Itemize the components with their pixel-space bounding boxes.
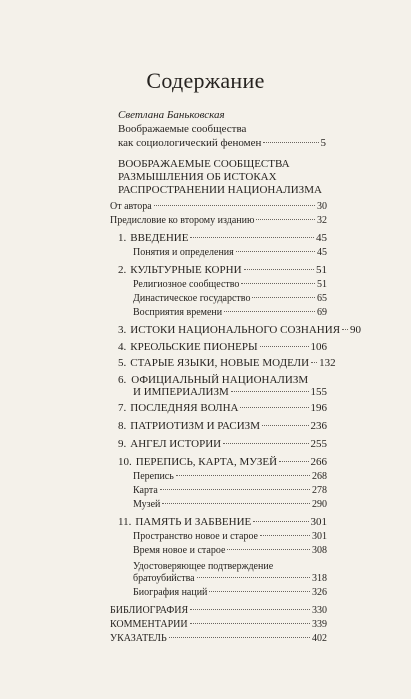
toc-entry-page: 132 [319, 357, 336, 369]
toc-entry-label: ВВЕДЕНИЕ [130, 232, 189, 244]
toc-entry [110, 604, 327, 617]
toc-entry [118, 402, 327, 415]
toc-entry [110, 214, 327, 227]
leader-dots [169, 637, 310, 638]
intro-entry [118, 137, 326, 150]
chapter-number: 3. [118, 324, 127, 336]
toc-entry [133, 530, 327, 543]
leader-dots [253, 521, 308, 522]
toc-entry-page: 155 [310, 386, 327, 398]
toc-entry-page: 51 [317, 279, 327, 290]
leader-dots [260, 346, 309, 347]
toc-entry-label: От автора [110, 201, 152, 212]
toc-entry-label: Карта [133, 485, 158, 496]
toc-entry-page: 301 [310, 516, 327, 528]
toc-entry [133, 246, 327, 259]
toc-entry-label: КРЕОЛЬСКИЕ ПИОНЕРЫ [130, 341, 258, 353]
intro-author: Светлана Баньковская [118, 109, 225, 121]
chapter-number: 4. [118, 341, 127, 353]
main-title-line-3: РАСПРОСТРАНЕНИИ НАЦИОНАЛИЗМА [118, 184, 322, 196]
toc-entry [118, 232, 327, 245]
toc-entry-label: братоубийства [133, 573, 195, 584]
leader-dots [260, 535, 310, 536]
toc-entry-page: 290 [312, 499, 327, 510]
leader-dots [176, 475, 310, 476]
main-title-line-1: ВООБРАЖАЕМЫЕ СООБЩЕСТВА [118, 158, 290, 170]
chapter-number: 10. [118, 456, 132, 468]
toc-entry-label: Время новое и старое [133, 545, 226, 556]
chapter-number: 5. [118, 357, 127, 369]
toc-entry-label: ОФИЦИАЛЬНЫЙ НАЦИОНАЛИЗМ [131, 374, 309, 386]
toc-entry [118, 456, 327, 469]
toc-entry-label: Восприятия времени [133, 307, 223, 318]
toc-entry [118, 516, 327, 529]
leader-dots [279, 461, 308, 462]
toc-entry-label: Перепись [133, 471, 174, 482]
toc-entry-page: 278 [312, 485, 327, 496]
toc-entry-page: 326 [312, 587, 327, 598]
toc-entry-page: 268 [312, 471, 327, 482]
toc-entry [118, 264, 327, 277]
toc-entry-label: Понятия и определения [133, 247, 234, 258]
toc-entry-page: 51 [316, 264, 327, 276]
leader-dots [252, 297, 315, 298]
toc-entry-label: Религиозное сообщество [133, 279, 240, 290]
toc-entry-label: УКАЗАТЕЛЬ [110, 633, 167, 644]
toc-entry [118, 357, 336, 370]
toc-entry-label: Музей [133, 499, 161, 510]
leader-dots [256, 219, 315, 220]
leader-dots [263, 142, 318, 143]
toc-entry-page: 255 [310, 438, 327, 450]
leader-dots [241, 283, 315, 284]
toc-entry [118, 341, 327, 354]
toc-entry [133, 278, 327, 291]
toc-entry-page: 30 [317, 201, 327, 212]
chapter-number: 6. [118, 374, 127, 386]
toc-entry [133, 586, 327, 599]
leader-dots [227, 549, 310, 550]
toc-entry-page: 402 [312, 633, 327, 644]
toc-entry-page: 196 [310, 402, 327, 414]
toc-entry-page: 106 [310, 341, 327, 353]
toc-entry [133, 306, 327, 319]
toc-entry-label: Удостоверяющее подтверждение [133, 561, 274, 572]
toc-entry-label: Биография наций [133, 587, 208, 598]
toc-entry-page: 330 [312, 605, 327, 616]
toc-entry-label: Пространство новое и старое [133, 531, 258, 542]
main-title-line-2: РАЗМЫШЛЕНИЯ ОБ ИСТОКАХ [118, 171, 277, 183]
toc-entry-label: КОММЕНТАРИИ [110, 619, 188, 630]
leader-dots [209, 591, 310, 592]
toc-entry [133, 470, 327, 483]
chapter-number: 9. [118, 438, 127, 450]
toc-entry [118, 386, 327, 399]
toc-entry-page: 45 [316, 232, 327, 244]
toc-entry-label: КУЛЬТУРНЫЕ КОРНИ [130, 264, 242, 276]
leader-dots [190, 237, 314, 238]
leader-dots [262, 425, 309, 426]
chapter-number: 7. [118, 402, 127, 414]
leader-dots [154, 205, 315, 206]
leader-dots [162, 503, 310, 504]
toc-entry-label: ИСТОКИ НАЦИОНАЛЬНОГО СОЗНАНИЯ [130, 324, 341, 336]
leader-dots [240, 407, 308, 408]
toc-entry-page: 65 [317, 293, 327, 304]
leader-dots [311, 362, 317, 363]
toc-entry [133, 572, 327, 585]
toc-entry-page: 318 [312, 573, 327, 584]
leader-dots [236, 251, 315, 252]
toc-entry-page: 32 [317, 215, 327, 226]
toc-entry-label: СТАРЫЕ ЯЗЫКИ, НОВЫЕ МОДЕЛИ [130, 357, 310, 369]
toc-entry-page: 301 [312, 531, 327, 542]
leader-dots [197, 577, 310, 578]
toc-entry [118, 420, 327, 433]
toc-entry-page: 45 [317, 247, 327, 258]
toc-entry [110, 632, 327, 645]
leader-dots [231, 391, 309, 392]
toc-entry [133, 292, 327, 305]
page-title: Содержание [146, 68, 265, 93]
toc-entry [110, 618, 327, 631]
toc-entry [110, 200, 327, 213]
leader-dots [342, 329, 348, 330]
intro-line-2: как социологический феномен [118, 137, 262, 149]
toc-entry-label: Предисловие ко второму изданию [110, 215, 255, 226]
toc-entry-label: ПЕРЕПИСЬ, КАРТА, МУЗЕЙ [135, 456, 278, 468]
leader-dots [244, 269, 314, 270]
toc-entry [133, 498, 327, 511]
toc-entry-label: ПАТРИОТИЗМ И РАСИЗМ [130, 420, 260, 432]
chapter-number: 1. [118, 232, 127, 244]
toc-entry [118, 324, 362, 337]
toc-entry [133, 484, 327, 497]
intro-line-1: Воображаемые сообщества [118, 123, 247, 135]
toc-entry-label: БИБЛИОГРАФИЯ [110, 605, 189, 616]
toc-entry-page: 266 [310, 456, 327, 468]
toc-entry-page: 339 [312, 619, 327, 630]
toc-entry-label: ПАМЯТЬ И ЗАБВЕНИЕ [135, 516, 252, 528]
chapter-number: 11. [118, 516, 132, 528]
chapter-number: 8. [118, 420, 127, 432]
toc-entry-page: 236 [310, 420, 327, 432]
toc-entry-page: 90 [350, 324, 362, 336]
toc-entry [133, 544, 327, 557]
toc-entry-label: Династическое государство [133, 293, 251, 304]
leader-dots [190, 609, 310, 610]
toc-entry-label: ПОСЛЕДНЯЯ ВОЛНА [130, 402, 239, 414]
toc-entry-page: 308 [312, 545, 327, 556]
toc-entry-label: АНГЕЛ ИСТОРИИ [130, 438, 222, 450]
chapter-number: 2. [118, 264, 127, 276]
leader-dots [224, 311, 315, 312]
leader-dots [190, 623, 310, 624]
leader-dots [223, 443, 308, 444]
toc-entry-label: И ИМПЕРИАЛИЗМ [133, 386, 229, 398]
toc-entry [118, 438, 327, 451]
intro-page: 5 [320, 137, 326, 149]
toc-entry-page: 69 [317, 307, 327, 318]
leader-dots [160, 489, 310, 490]
